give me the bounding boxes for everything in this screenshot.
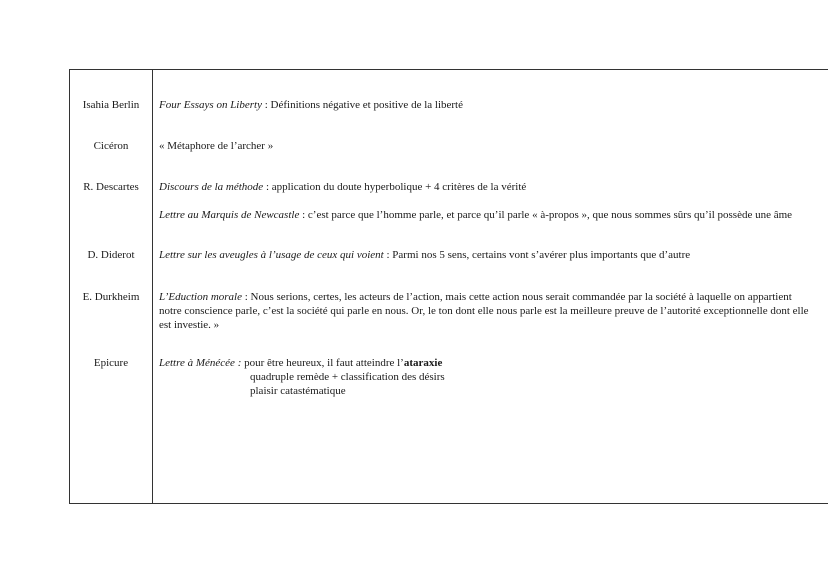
entry-descartes — [159, 180, 526, 194]
entry-berlin — [159, 98, 463, 112]
entry-epicure-line2: quadruple remède + classification des désirs — [250, 371, 445, 383]
column-divider — [152, 69, 153, 504]
author-epicure: Epicure — [93, 357, 129, 369]
entry-text: : Parmi nos 5 sens, certains vont s’avérer plus importants que d’autre — [383, 249, 691, 261]
entry-text: : Définitions négative et positive de la liberté — [261, 99, 463, 111]
work-title: Discours de la méthode — [159, 181, 264, 193]
author-ciceron: Cicéron — [93, 140, 129, 152]
table-frame — [69, 69, 828, 504]
entry-text: : application du doute hyperbolique + 4 critères de la vérité — [263, 181, 527, 193]
entry-text: : c’est parce que l’homme parle, et parce qu’il parle « à-propos », que nous sommes sûrs qu’il possède une âme — [299, 209, 793, 221]
work-title: L’Eduction morale — [159, 291, 242, 303]
entry-diderot — [159, 248, 690, 262]
author-diderot: D. Diderot — [87, 249, 135, 261]
author-descartes: R. Descartes — [83, 181, 139, 193]
work-title: Lettre sur les aveugles à l’usage de ceux qui voient — [159, 249, 384, 261]
entry-descartes-2 — [159, 208, 792, 222]
entry-ciceron — [159, 139, 273, 153]
entry-text: pour être heureux, il faut atteindre l’ — [241, 357, 404, 369]
author-durkheim: E. Durkheim — [82, 291, 140, 303]
entry-text: : Nous serions, certes, les acteurs de l’action, mais cette action nous serait commandée par la société à laquelle on appartient — [242, 291, 792, 303]
work-title: Lettre à Ménécée : — [159, 357, 242, 369]
author-berlin: Isahia Berlin — [82, 99, 140, 111]
entry-durkheim — [159, 290, 792, 304]
work-title: Four Essays on Liberty — [159, 99, 262, 111]
work-title: Lettre au Marquis de Newcastle — [159, 209, 300, 221]
entry-epicure — [159, 356, 442, 370]
entry-text: « Métaphore de l’archer » — [159, 140, 274, 152]
entry-epicure-line3: plaisir catastématique — [250, 385, 346, 397]
entry-durkheim-line2: notre conscience parle, c’est la société qui parle en nous. Or, le ton dont elle nous parle est la meilleure preuve de l’autorité exceptionnelle dont elle — [159, 305, 809, 317]
bold-term: ataraxie — [403, 357, 443, 369]
entry-durkheim-line3: est investie. » — [159, 319, 220, 331]
